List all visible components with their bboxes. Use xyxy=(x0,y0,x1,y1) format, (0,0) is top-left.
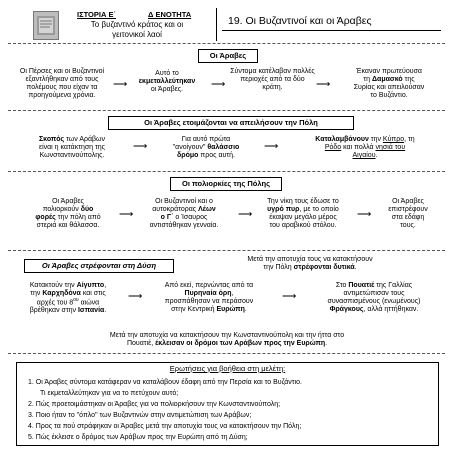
section2-col2-e: προς αυτή. xyxy=(200,152,235,160)
section3-col4-b: επιστρέφουν xyxy=(388,206,428,214)
section4-col1-k: Ισπανία xyxy=(77,307,105,315)
section4-conclusion-d: . xyxy=(325,340,328,348)
arrow-right-icon: ⟶ xyxy=(113,79,128,90)
section2-col1-a: Σκοπός xyxy=(38,136,65,143)
section3-col2-d: ο Γ΄ xyxy=(160,214,174,222)
section4-col2-f: Ευρώπη xyxy=(216,306,245,314)
section2-col2-b: "ανοίγουν" xyxy=(172,144,206,152)
section3-col3 xyxy=(250,198,356,230)
section4-col2-a: Από εκεί, περνώντας από τα xyxy=(164,282,254,289)
section4-col2-g: . xyxy=(244,306,247,314)
section4-intro-b: την Πόλη xyxy=(263,264,292,272)
section4-conclusion xyxy=(20,332,434,348)
question-item: Τι εκμεταλλεύτηκαν για να το πετύχουν αυτό; xyxy=(40,389,179,397)
section3-col4 xyxy=(372,198,444,230)
section4-col3-e: συνασπισμένους (ενωμένους) xyxy=(327,298,421,306)
section3-col3-d: έκαψαν μεγάλο μέρος xyxy=(269,214,337,222)
arrow-right-icon: ⟶ xyxy=(357,209,372,220)
section4-col1-j: βρέθηκαν στην xyxy=(29,307,77,315)
section2-col3-d: , τη xyxy=(404,136,415,143)
section4-col1-i: αιώνα xyxy=(80,299,100,307)
section3-col1 xyxy=(18,198,118,230)
arrow-right-icon: ⟶ xyxy=(264,141,279,152)
section3-heading: Οι πολιορκίες της Πόλης xyxy=(170,177,282,191)
section4-col3-a: Στο xyxy=(335,282,347,289)
section4-col1-l: . xyxy=(104,307,107,315)
section3-col1-e: την πόλη από xyxy=(57,214,101,222)
section4-col1-h: ου xyxy=(73,297,79,304)
section1-col1: Οι Πέρσες και οι Βυζαντινοί εξαντλήθηκαν από τους πολέμους που είχαν τα προηγούμενα χρόνια. xyxy=(19,68,105,100)
section3-col3-a: Την νίκη τους έδωσε το xyxy=(267,198,339,205)
section1-col2-a: Αυτό το xyxy=(155,70,179,77)
section2-col2 xyxy=(152,136,260,160)
header-image xyxy=(33,11,59,40)
section4-col3-d: αντιμετώπισαν τους xyxy=(343,290,405,298)
section4-col1-d: την xyxy=(30,290,41,298)
section4-col1-g: αρχές του 8 xyxy=(36,299,74,307)
section2-col1-c: είναι η κατάκτηση της xyxy=(38,144,106,152)
section3-col1-f: στεριά και θάλασσα. xyxy=(36,222,100,230)
divider-1 xyxy=(8,43,445,44)
section3-col1-a: Οι Άραβες xyxy=(52,198,84,205)
lesson-title-underline xyxy=(222,30,441,31)
section2-col3-i: . xyxy=(375,152,378,160)
section3-col2-b: αυτοκράτορας xyxy=(152,206,197,214)
arrow-right-icon: ⟶ xyxy=(119,209,134,220)
section3-col3-b: υγρό πυρ xyxy=(267,206,300,214)
section4-col3-c: της Γαλλίας xyxy=(376,282,413,289)
section4-col3-g: , αλλά ηττήθηκαν. xyxy=(363,306,419,314)
section2-col3-a: Καταλαμβάνουν xyxy=(315,136,369,143)
section3-col3-c: , με το οποίο xyxy=(299,206,339,214)
section2-col1 xyxy=(14,136,130,160)
section1-heading: Οι Άραβες xyxy=(198,49,258,63)
question-item: 3. Ποιο ήταν το "όπλο" των Βυζαντινών στην αντιμετώπιση των Αράβων; xyxy=(28,411,252,419)
arrow-right-icon: ⟶ xyxy=(282,291,297,302)
section4-col1-c: , xyxy=(104,282,107,289)
section3-col3-e: του αραβικού στόλου. xyxy=(269,222,337,230)
section3-col2-c: Λέων xyxy=(198,206,216,214)
header-unit: Δ ΕΝΟΤΗΤΑ xyxy=(148,10,192,19)
header-subject: ΙΣΤΟΡΙΑ Ε΄ xyxy=(77,10,116,19)
section4-col1-e: Καρχηδόνα xyxy=(42,290,81,298)
arrow-right-icon: ⟶ xyxy=(211,79,226,90)
lesson-title: 19. Οι Βυζαντινοί και οι Άραβες xyxy=(228,15,372,27)
section2-col1-d: Κωνσταντινούπολης. xyxy=(39,152,105,160)
header-divider xyxy=(216,8,217,41)
section4-col2 xyxy=(146,282,272,314)
section2-col3-e: Ρόδο xyxy=(324,144,342,152)
divider-4 xyxy=(8,250,445,251)
section4-col2-d: προσπάθησαν να περάσουν xyxy=(164,298,254,306)
section4-col3 xyxy=(302,282,446,314)
section2-col3-g: νησιά του xyxy=(375,144,406,152)
divider-2 xyxy=(8,110,445,111)
section4-col1-f: και στις xyxy=(82,290,106,298)
section2-col2-d: δρόμο xyxy=(177,152,199,160)
section4-col2-c: , xyxy=(231,290,234,298)
divider-3 xyxy=(8,171,445,172)
section4-conclusion-c: έκλεισαν οι δρόμοι των Αράβων προς την Ευρώπη xyxy=(155,340,326,348)
section4-intro-a: Μετά την αποτυχία τους να κατακτήσουν xyxy=(247,256,373,263)
question-item: 1. Οι Άραβες σύντομα κατάφεραν να καταλάβουν έδαφη από την Περσία και το Βυζάντιο. xyxy=(28,378,302,386)
header-subtitle xyxy=(64,20,210,40)
section3-col1-c: δύο xyxy=(80,206,94,214)
header-subtitle-line1: Το βυζαντινό κράτος και οι xyxy=(90,20,184,29)
question-item: 4. Προς τα πού στράφηκαν οι Άραβες μετά την αποτυχία τους να κατακτήσουν την Πόλη; xyxy=(28,422,302,430)
section3-col2-f: αντιστάθηκαν γενναία. xyxy=(149,222,219,230)
section3-col4-c: στα εδάφη xyxy=(391,214,425,222)
section2-col2-a: Για αυτό πρώτα xyxy=(181,136,231,143)
section4-intro-d: . xyxy=(354,264,357,272)
arrow-right-icon: ⟶ xyxy=(316,79,331,90)
section4-col3-b: Πουατιέ xyxy=(348,282,375,289)
arrow-right-icon: ⟶ xyxy=(238,209,253,220)
section2-col1-b: των Αράβων xyxy=(66,136,106,143)
section4-col1-a: Κατακτούν την xyxy=(29,282,75,289)
section4-conclusion-a: Μετά την αποτυχία να κατακτήσουν την Κωνσταντινούπολη και την ήττα στο xyxy=(109,332,345,339)
section1-col3: Σύντομα κατέλαβαν πολλές περιοχές από τα δύο κράτη. xyxy=(230,68,315,92)
section2-col3-c: Κύπρο xyxy=(382,136,405,143)
section2-heading: Οι Άραβες ετοιμάζονται να απειλήσουν την Πόλη xyxy=(108,116,354,130)
section1-col2 xyxy=(126,70,208,94)
section2-col3-h: Αιγαίου xyxy=(352,152,376,160)
questions-box xyxy=(16,362,439,446)
section1-col4-d: της xyxy=(404,76,415,84)
section2-col3-b: την xyxy=(370,136,381,143)
section1-col2-b: εκμεταλλεύτηκαν xyxy=(138,78,196,86)
section3-col2-e: ο Ίσαυρος xyxy=(175,214,208,222)
questions-heading: Ερωτήσεις για βοήθεια στη μελέτη: xyxy=(169,364,286,373)
section1-col4-a: Έκαναν πρωτεύουσα xyxy=(356,68,422,75)
arrow-right-icon: ⟶ xyxy=(128,291,143,302)
section4-col1-b: Αίγυπτο xyxy=(76,282,105,289)
section3-col2 xyxy=(132,198,236,230)
section1-col4 xyxy=(333,68,445,100)
section3-col4-a: Οι Άραβες xyxy=(392,198,424,205)
section1-col2-c: οι Άραβες. xyxy=(150,86,184,94)
section4-col1 xyxy=(10,282,126,316)
section1-col4-c: Δαμασκό xyxy=(371,76,403,84)
section2-col2-c: θαλάσσιο xyxy=(207,144,240,152)
question-item: 2. Πώς προετοιμάστηκαν οι Άραβες για να πολιορκήσουν την Κωνσταντινούπολη; xyxy=(28,400,281,408)
section1-col4-f: το Βυζάντιο. xyxy=(370,92,408,100)
arrow-right-icon: ⟶ xyxy=(133,141,148,152)
section1-col4-e: Συρίας και απειλούσαν xyxy=(353,84,425,92)
section4-conclusion-b: Πουατιέ, xyxy=(126,340,154,348)
section4-col3-f: Φράγκους xyxy=(329,306,364,314)
section2-col3 xyxy=(284,136,446,160)
section3-col2-a: Οι Βυζαντινοί και ο xyxy=(155,198,213,205)
section3-col1-d: φορές xyxy=(35,214,56,222)
section4-heading: Οι Άραβες στρέφονται στη Δύση xyxy=(24,259,174,273)
section1-col4-b: τη xyxy=(363,76,371,84)
section4-intro-c: στρέφονται δυτικά xyxy=(293,264,355,272)
section3-col4-d: τους. xyxy=(400,222,416,230)
section4-col2-b: Πυρηναία όρη xyxy=(184,290,232,298)
section4-col2-e: στην Κεντρική xyxy=(171,306,215,314)
divider-5 xyxy=(8,353,445,354)
question-item: 5. Πώς έκλεισε ο δρόμος των Αράβων προς την Ευρώπη από τη Δύση; xyxy=(28,433,248,441)
questions-list xyxy=(17,377,438,443)
book-icon xyxy=(34,12,58,39)
header-subtitle-line2: γειτονικοί λαοί xyxy=(112,30,162,39)
section2-col3-f: και πολλά xyxy=(343,144,374,152)
section4-intro xyxy=(186,256,434,272)
section3-col1-b: πολιορκούν xyxy=(42,206,79,214)
